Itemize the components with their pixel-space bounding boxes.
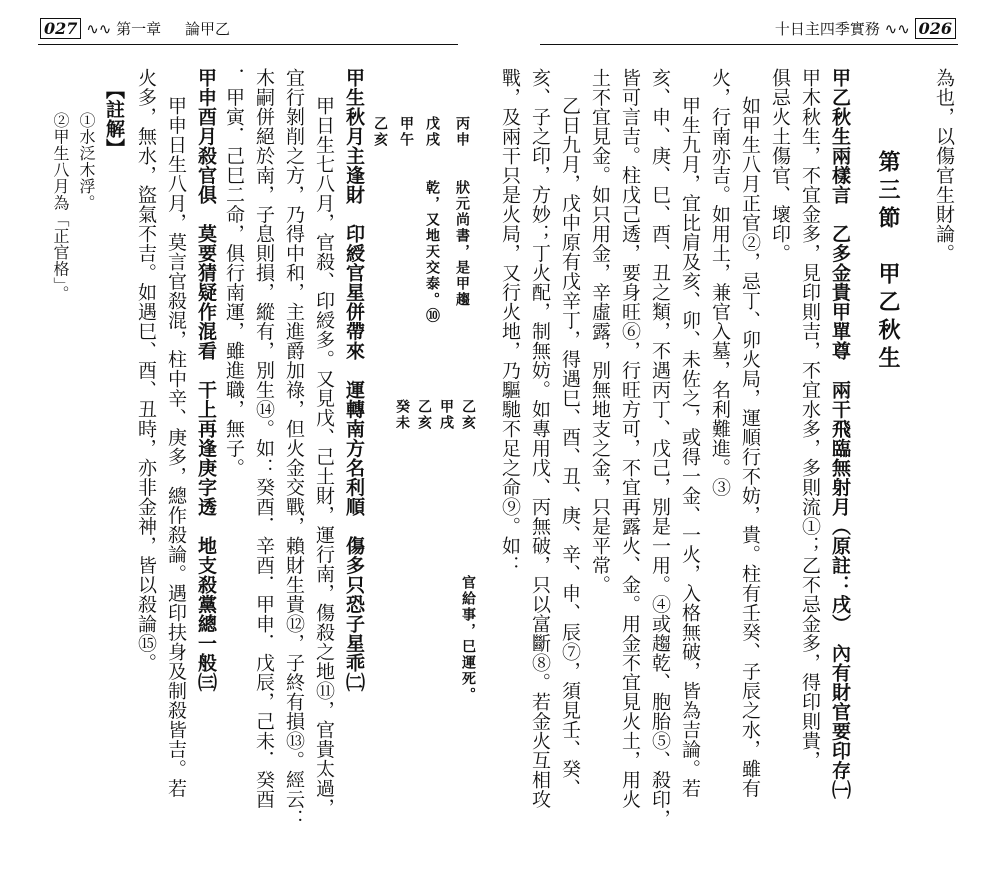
verse-heading: 甲申酉月殺官俱 莫要猜疑作混看 干上再逢庚字透 地支殺黨總一般㈢ bbox=[195, 68, 217, 692]
text-column: 甲生九月，宜比肩及亥、卯、未佐之，或得一金、一火，入格無破，皆為吉論。若 bbox=[679, 96, 701, 798]
ornament-icon: ∿∿ bbox=[884, 20, 910, 38]
text-column: 木嗣併絕於南，子息則損，縱有，別生⑭。如：癸酉．辛酉．甲申．戊辰，己未．癸酉 bbox=[253, 68, 275, 809]
header-left bbox=[40, 18, 230, 40]
text-column: 乙日九月，戊中原有戊辛丁，得遇巳、酉、丑、庚、辛、申、辰⑦，須見壬、癸、 bbox=[559, 96, 581, 798]
text-column: 為也，以傷官生財論。 bbox=[933, 68, 955, 263]
chapter-title: 論甲乙 bbox=[184, 20, 230, 38]
chart-pillar: 癸未 bbox=[394, 335, 410, 431]
text-column: 如甲生八月正官②，忌丁、卯火局，運順行不妨，貴。柱有壬癸、子辰之水，雖有 bbox=[739, 96, 761, 798]
ornament-icon: ∿∿ bbox=[86, 20, 112, 38]
header-rule-right bbox=[540, 44, 958, 45]
section-heading: 第三節 甲乙秋生 bbox=[875, 150, 901, 374]
text-column: 宜行剝削之方，乃得中和，主進爵加祿，但火金交戰，賴財生貴⑫，子終有損⑬。經云： bbox=[283, 68, 305, 829]
chapter-label: 第一章 bbox=[116, 20, 162, 38]
text-column: 火，行南亦吉。如用土，兼官入墓，名利難進。③ bbox=[709, 68, 731, 497]
chart-pillar: 甲午 bbox=[398, 100, 414, 148]
annotation-heading: 【註解】 bbox=[103, 80, 125, 158]
annotation-item: ②甲生八月為「正官格」。 bbox=[51, 112, 70, 302]
page-number-left: 027 bbox=[40, 18, 81, 39]
book-title: 十日主四季實務 bbox=[774, 20, 880, 38]
text-column: 甲日生七八月，官殺、印綬多。又見戊、己土財，運行南，傷殺之地⑪，官貴太過， bbox=[313, 96, 335, 818]
verse-heading: 甲乙秋生兩樣言 乙多金貴甲單尊 兩干飛臨無射月（原註：戌） 內有財官要印存㈠ bbox=[829, 68, 851, 800]
text-column: 俱忌火土傷官、壞印。 bbox=[769, 68, 791, 263]
chart-pillar: 乙亥 bbox=[416, 335, 432, 431]
chart-pillar: 丙申 狀元尚書，是甲趨 bbox=[454, 100, 470, 308]
text-column: 皆可言吉。柱戊己透，要身旺⑥，行旺方可，不宜再露火、金。用金不宜見火土，用火 bbox=[619, 68, 641, 809]
chart-pillar: 戊戌 乾，又地天交泰。⑩ bbox=[424, 100, 440, 324]
page-number-right: 026 bbox=[915, 18, 956, 39]
text-column: 甲木秋生，不宜金多，見印則吉，不宜水多，多則流①；乙不忌金多，得印則貴， bbox=[799, 68, 821, 770]
text-column: 亥、申、庚、巳、酉、丑之類，不遇丙丁、戊己，別是一用。④或趨乾、胞胎⑤、殺印， bbox=[649, 68, 671, 829]
chart-pillar: 甲戌 bbox=[438, 335, 454, 431]
verse-heading: 甲生秋月主逢財 印綬官星併帶來 運轉南方名利順 傷多只恐子星乖㈡ bbox=[343, 68, 365, 692]
text-column: ．甲寅．己巳二命，俱行南運，雖進職，無子。 bbox=[223, 68, 245, 478]
annotation-item: ①水泛木浮。 bbox=[77, 112, 96, 211]
chart-pillar: 乙亥 官給事，巳運死。 bbox=[460, 335, 476, 703]
chart-pillar: 乙亥 bbox=[372, 100, 388, 148]
text-column: 甲申日生八月，莫言官殺混，柱中辛、庚多，總作殺論。遇印扶身及制殺皆吉。若 bbox=[165, 96, 187, 798]
header-rule-left bbox=[38, 44, 458, 45]
text-column: 戰，及兩干只是火局，又行火地，乃驅馳不足之命⑨。如： bbox=[499, 68, 521, 575]
text-column: 土不宜見金。如只用金，辛虛露，別無地支之金，只是平常。 bbox=[589, 68, 611, 595]
header-right bbox=[775, 18, 956, 40]
text-column: 火多，無水，盜氣不吉。如遇巳、酉、丑時，亦非金神，皆以殺論⑮。 bbox=[135, 68, 157, 673]
text-column: 亥、子之印，方妙；丁火配，制無妨。如專用戊、丙無破，只以富斷⑧。若金火互相攻 bbox=[529, 68, 551, 809]
